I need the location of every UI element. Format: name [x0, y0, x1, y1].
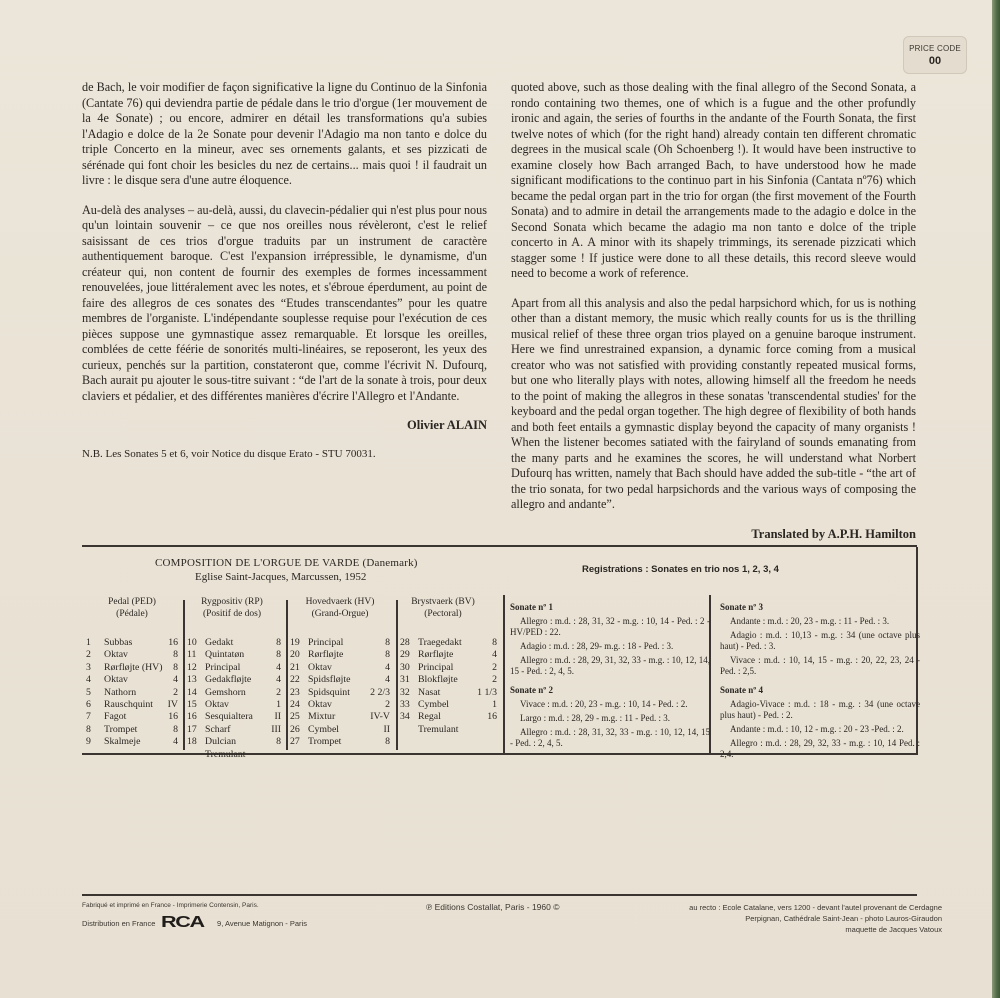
- column-separator: [286, 600, 288, 750]
- stop-row: 28 Traegedakt 8: [400, 637, 497, 648]
- stop-row: 32 Nasat 1 1/3: [400, 686, 497, 698]
- cover-credits: [620, 902, 942, 935]
- english-liner-notes: [511, 80, 916, 542]
- division-alt-name: (Pédale): [116, 609, 148, 619]
- distribution-address: 9, Avenue Matignon - Paris: [217, 918, 307, 928]
- section-divider-top: [82, 545, 917, 547]
- price-code-label: PRICE CODE: [909, 44, 961, 53]
- price-code-value: 00: [928, 55, 942, 67]
- section-divider-bottom: [82, 894, 917, 896]
- brystvaerk-stops-list: [400, 637, 497, 736]
- movement: Vivace : m.d. : 20, 23 - m.g. : 10, 14 - Ped. : 2.: [520, 699, 688, 709]
- column-separator: [183, 600, 185, 750]
- registrations-heading: Registrations : Sonates en trio nos 1, 2, 3, 4: [582, 564, 779, 575]
- movement: Adagio : m.d. : 10,13 - m.g. : 34 (une octave plus haut) - Ped. : 3.: [720, 630, 920, 651]
- movement: Allegro : m.d. : 28, 29, 32, 33 - m.g. : 10, 14 Ped. : 2,4.: [720, 738, 920, 759]
- stop-row: Tremulant: [418, 723, 459, 735]
- pedal-stops-list: [86, 637, 178, 749]
- division-alt-name: (Positif de dos): [202, 609, 262, 619]
- stop-row: 13 Gedakfløjte 4: [187, 674, 281, 686]
- stop-row: 27 Trompet 8: [290, 736, 390, 748]
- stop-row: 11 Quintatøn 8: [187, 649, 281, 661]
- stop-row: 33 Cymbel 1: [400, 699, 497, 711]
- sonata-1-label: Sonate nº 1: [510, 602, 553, 612]
- stop-row: 21 Oktav 4: [290, 661, 390, 673]
- distribution-line: [82, 914, 307, 932]
- division-name: Hovedvaerk (HV): [305, 597, 375, 607]
- movement: Allegro : m.d. : 28, 31, 32 - m.g. : 10, 14 - Ped. : 2 - HV/PED : 22.: [510, 616, 710, 637]
- rca-logo: RCA: [161, 914, 205, 931]
- stop-row: 3 Rørfløjte (HV) 8: [86, 661, 178, 673]
- stop-row: 26 Cymbel II: [290, 723, 390, 735]
- sonata-2-label: Sonate nº 2: [510, 685, 553, 695]
- stop-row: 5 Nathorn 2: [86, 686, 178, 698]
- stop-row: Tremulant: [205, 748, 246, 760]
- stop-row: 22 Spidsfløjte 4: [290, 674, 390, 686]
- translator-signature: Translated by A.P.H. Hamilton: [751, 526, 916, 541]
- division-name: Pedal (PED): [108, 597, 156, 607]
- stop-row: 17 Scharf III: [187, 723, 281, 735]
- french-paragraph-2: Au-delà des analyses – au-delà, aussi, du clavecin-pédalier qui n'est plus pour nous qu'un lointain souvenir – ce que nos oreilles nous révèleront, c'est le relief saisissant de ces trios d'orgue traduits par un instrument de caractère authentiquement baroque. C'est l'expansion irrépressible, le dynamisme, d'un créateur qui, non content de fournir des exemples de formes incessamment renouvelées, joue littéralement avec les notes, et s'ébroue éperdument, au point de faire des allegros de ces sonates des “Etudes transcendantes” pour les quatre membres de l'organiste. L'indépendante souplesse requise pour l'exécution de ces pièces suppose une gymnastique assez remarquable. Et lorsque les oreilles, comblées de cette féérie de sonorités multi-linéaires, se reposeront, les yeux des curieux, penchés sur la partition, constateront que, comme l'écrivit N. Dufourq, Bach aurait pu ajouter le sous-titre suivant : “de l'art de la sonate à trois, pour deux claviers et pédalier, et des différentes manières d'écrire l'Allegro et l'Andante.: [82, 202, 487, 403]
- division-name: Brystvaerk (BV): [411, 597, 475, 607]
- stop-row: 29 Rørfløjte 4: [400, 649, 497, 661]
- rygpositiv-stops-list: [187, 637, 281, 761]
- organ-composition-heading: [155, 556, 455, 584]
- stop-row: 31 Blokfløjte 2: [400, 674, 497, 686]
- stop-row: 8 Trompet 8: [86, 723, 178, 735]
- nota-bene-note: N.B. Les Sonates 5 et 6, voir Notice du disque Erato - STU 70031.: [82, 448, 376, 460]
- stop-row: 24 Oktav 2: [290, 699, 390, 711]
- cover-credit-line: maquette de Jacques Vatoux: [845, 925, 942, 934]
- division-name: Rygpositiv (RP): [201, 597, 263, 607]
- price-code-sticker: [903, 36, 967, 74]
- stop-row: 15 Oktav 1: [187, 699, 281, 711]
- stop-row: 34 Regal 16: [400, 711, 497, 723]
- movement: Allegro : m.d. : 28, 31, 32, 33 - m.g. : 10, 12, 14, 15 - Ped. : 2, 4, 5.: [510, 727, 710, 748]
- stop-row: 30 Principal 2: [400, 661, 497, 673]
- stop-row: 1 Subbas 16: [86, 637, 178, 648]
- movement: Andante : m.d. : 20, 23 - m.g. : 11 - Ped. : 3.: [730, 616, 890, 626]
- division-rygpositiv-caption: [182, 596, 282, 620]
- stop-row: 18 Dulcian 8: [187, 736, 281, 748]
- stop-row: 6 Rauschquint IV: [86, 699, 178, 711]
- stop-row: 14 Gemshorn 2: [187, 686, 281, 698]
- stop-row: 4 Oktav 4: [86, 674, 178, 686]
- english-paragraph-1: quoted above, such as those dealing with the final allegro of the Second Sonata, a rondo containing two themes, one of which is a fugue and the other profundly ironic and again, the series of fourths in the andante of the Fourth Sonata, the first twelve notes of which (for the right hand) already contain ten different chromatic degrees in the musical scale (Oh Schoenberg !). It would have been instructive to examine closely how Bach arranged Bach, to have understood how he made significant modifications to the continuo part in his Sinfonia (Cantata nº76) which became the pedal organ part in the trio for organ (the first movement of the Fourth Sonata) and to admire in detail the arrangements made to the adagio e dolce in the Second Sonata which became the adagio ma non tanto e dolce of the triple concerto in A. A minor with its shapely trimmings, its serenade pizzicati which stagger some ! If justice were done to all these details, this record sleeve would need to become a work of reference.: [511, 80, 916, 280]
- movement: Largo : m.d. : 28, 29 - m.g. : 11 - Ped. : 3.: [520, 713, 670, 723]
- hovedvaerk-stops-list: [290, 637, 390, 749]
- stop-row: 10 Gedakt 8: [187, 637, 281, 648]
- movement: Adagio-Vivace : m.d. : 18 - m.g. : 34 (une octave plus haut) - Ped. : 2.: [720, 699, 920, 720]
- stop-row: 25 Mixtur IV-V: [290, 711, 390, 723]
- french-paragraph-1: de Bach, le voir modifier de façon significative la ligne du Continuo de la Sinfonia (Cantate 76) qui deviendra partie de pédale dans le trio d'orgue (1er mouvement de la 4e Sonate) ; ou encore, admirer en détail les transformations qu'a subies l'Adagio e dolce de la 2e Sonate pour devenir l'Adagio ma non tanto e dolce du triple Concerto en la mineur, avec ses ornements galants, et ses pizzicati de sérénade qui font choir les besicles du nez de certains... mais quoi ! il faudrait un livre : le disque sera d'une autre éloquence.: [82, 80, 487, 187]
- division-pedal-caption: [82, 596, 182, 620]
- english-paragraph-2: Apart from all this analysis and also the pedal harpsichord which, for us is nothing other than a distant memory, the music which really counts for us is the thrilling musical relief of these three organ trios played on a genuine baroque instrument. Here we find unrestrained expansion, a dynamic force coming from a musical creator who was not satisfied with providing constantly repeated musical forms, but one who literally plays with notes, allowing himself all the freedom he needs to the point of making the allegros in these sonatas 'transcendental studies' for the keyboard and the pedal organ together. The high degree of flexibility of both hands and both feet entails a gymnastic display beyond the capacity of many organists ! When the listener becomes satiated with the fairyland of sounds emanating from the many parts and he examines the scores, he will understand what Norbert Dufourq has written, namely that Bach should have added the sub-title - “the art of the trio sonata, for two pedal harpsichords and the various ways of composing the allegro and andante”.: [511, 295, 917, 511]
- registrations-col-2: [720, 602, 920, 763]
- movement: Adagio : m.d. : 28, 29- m.g. : 18 - Ped. : 3.: [520, 641, 674, 651]
- stop-row: 7 Fagot 16: [86, 711, 178, 723]
- publisher-credit: ℗ Editions Costallat, Paris - 1960 ©: [426, 902, 560, 912]
- distribution-label: Distribution en France: [82, 918, 156, 928]
- stop-row: 2 Oktav 8: [86, 649, 178, 661]
- printing-credit: Fabriqué et imprimé en France - Imprimerie Contensin, Paris.: [82, 902, 259, 909]
- division-hovedvaerk-caption: [290, 596, 390, 620]
- stop-row: 19 Principal 8: [290, 637, 390, 648]
- sonata-3-label: Sonate nº 3: [720, 602, 763, 612]
- stop-row: 12 Principal 4: [187, 661, 281, 673]
- column-separator: [396, 600, 398, 750]
- stop-row: 9 Skalmeje 4: [86, 736, 178, 748]
- sonata-4-label: Sonate nº 4: [720, 685, 763, 695]
- stop-row: 23 Spidsquint 2 2/3: [290, 686, 390, 698]
- movement: Andante : m.d. : 10, 12 - m.g. : 20 - 23 -Ped. : 2.: [730, 724, 904, 734]
- cover-credit-line: au recto : Ecole Catalane, vers 1200 - devant l'autel provenant de Cerdagne: [689, 903, 942, 912]
- movement: Allegro : m.d. : 28, 29, 31, 32, 33 - m.g. : 10, 12, 14, 15 - Ped. : 2, 4, 5.: [510, 655, 710, 676]
- organ-subtitle: Eglise Saint-Jacques, Marcussen, 1952: [195, 571, 367, 583]
- division-alt-name: (Grand-Orgue): [311, 609, 369, 619]
- movement: Vivace : m.d. : 10, 14, 15 - m.g. : 20, 22, 23, 24 - Ped. : 2,5.: [720, 655, 920, 676]
- division-alt-name: (Pectoral): [424, 609, 462, 619]
- registrations-col-1: [510, 602, 710, 752]
- column-separator: [503, 595, 505, 753]
- cover-credit-line: Perpignan, Cathédrale Saint-Jean - photo Lauros-Giraudon: [745, 914, 942, 923]
- french-liner-notes: [82, 80, 487, 434]
- sleeve-spine: [992, 0, 1000, 998]
- author-signature: Olivier ALAIN: [407, 418, 487, 432]
- stop-row: 20 Rørfløjte 8: [290, 649, 390, 661]
- division-brystvaerk-caption: [393, 596, 493, 620]
- stop-row: 16 Sesquialtera II: [187, 711, 281, 723]
- organ-title: COMPOSITION DE L'ORGUE DE VARDE (Danemark): [155, 557, 418, 569]
